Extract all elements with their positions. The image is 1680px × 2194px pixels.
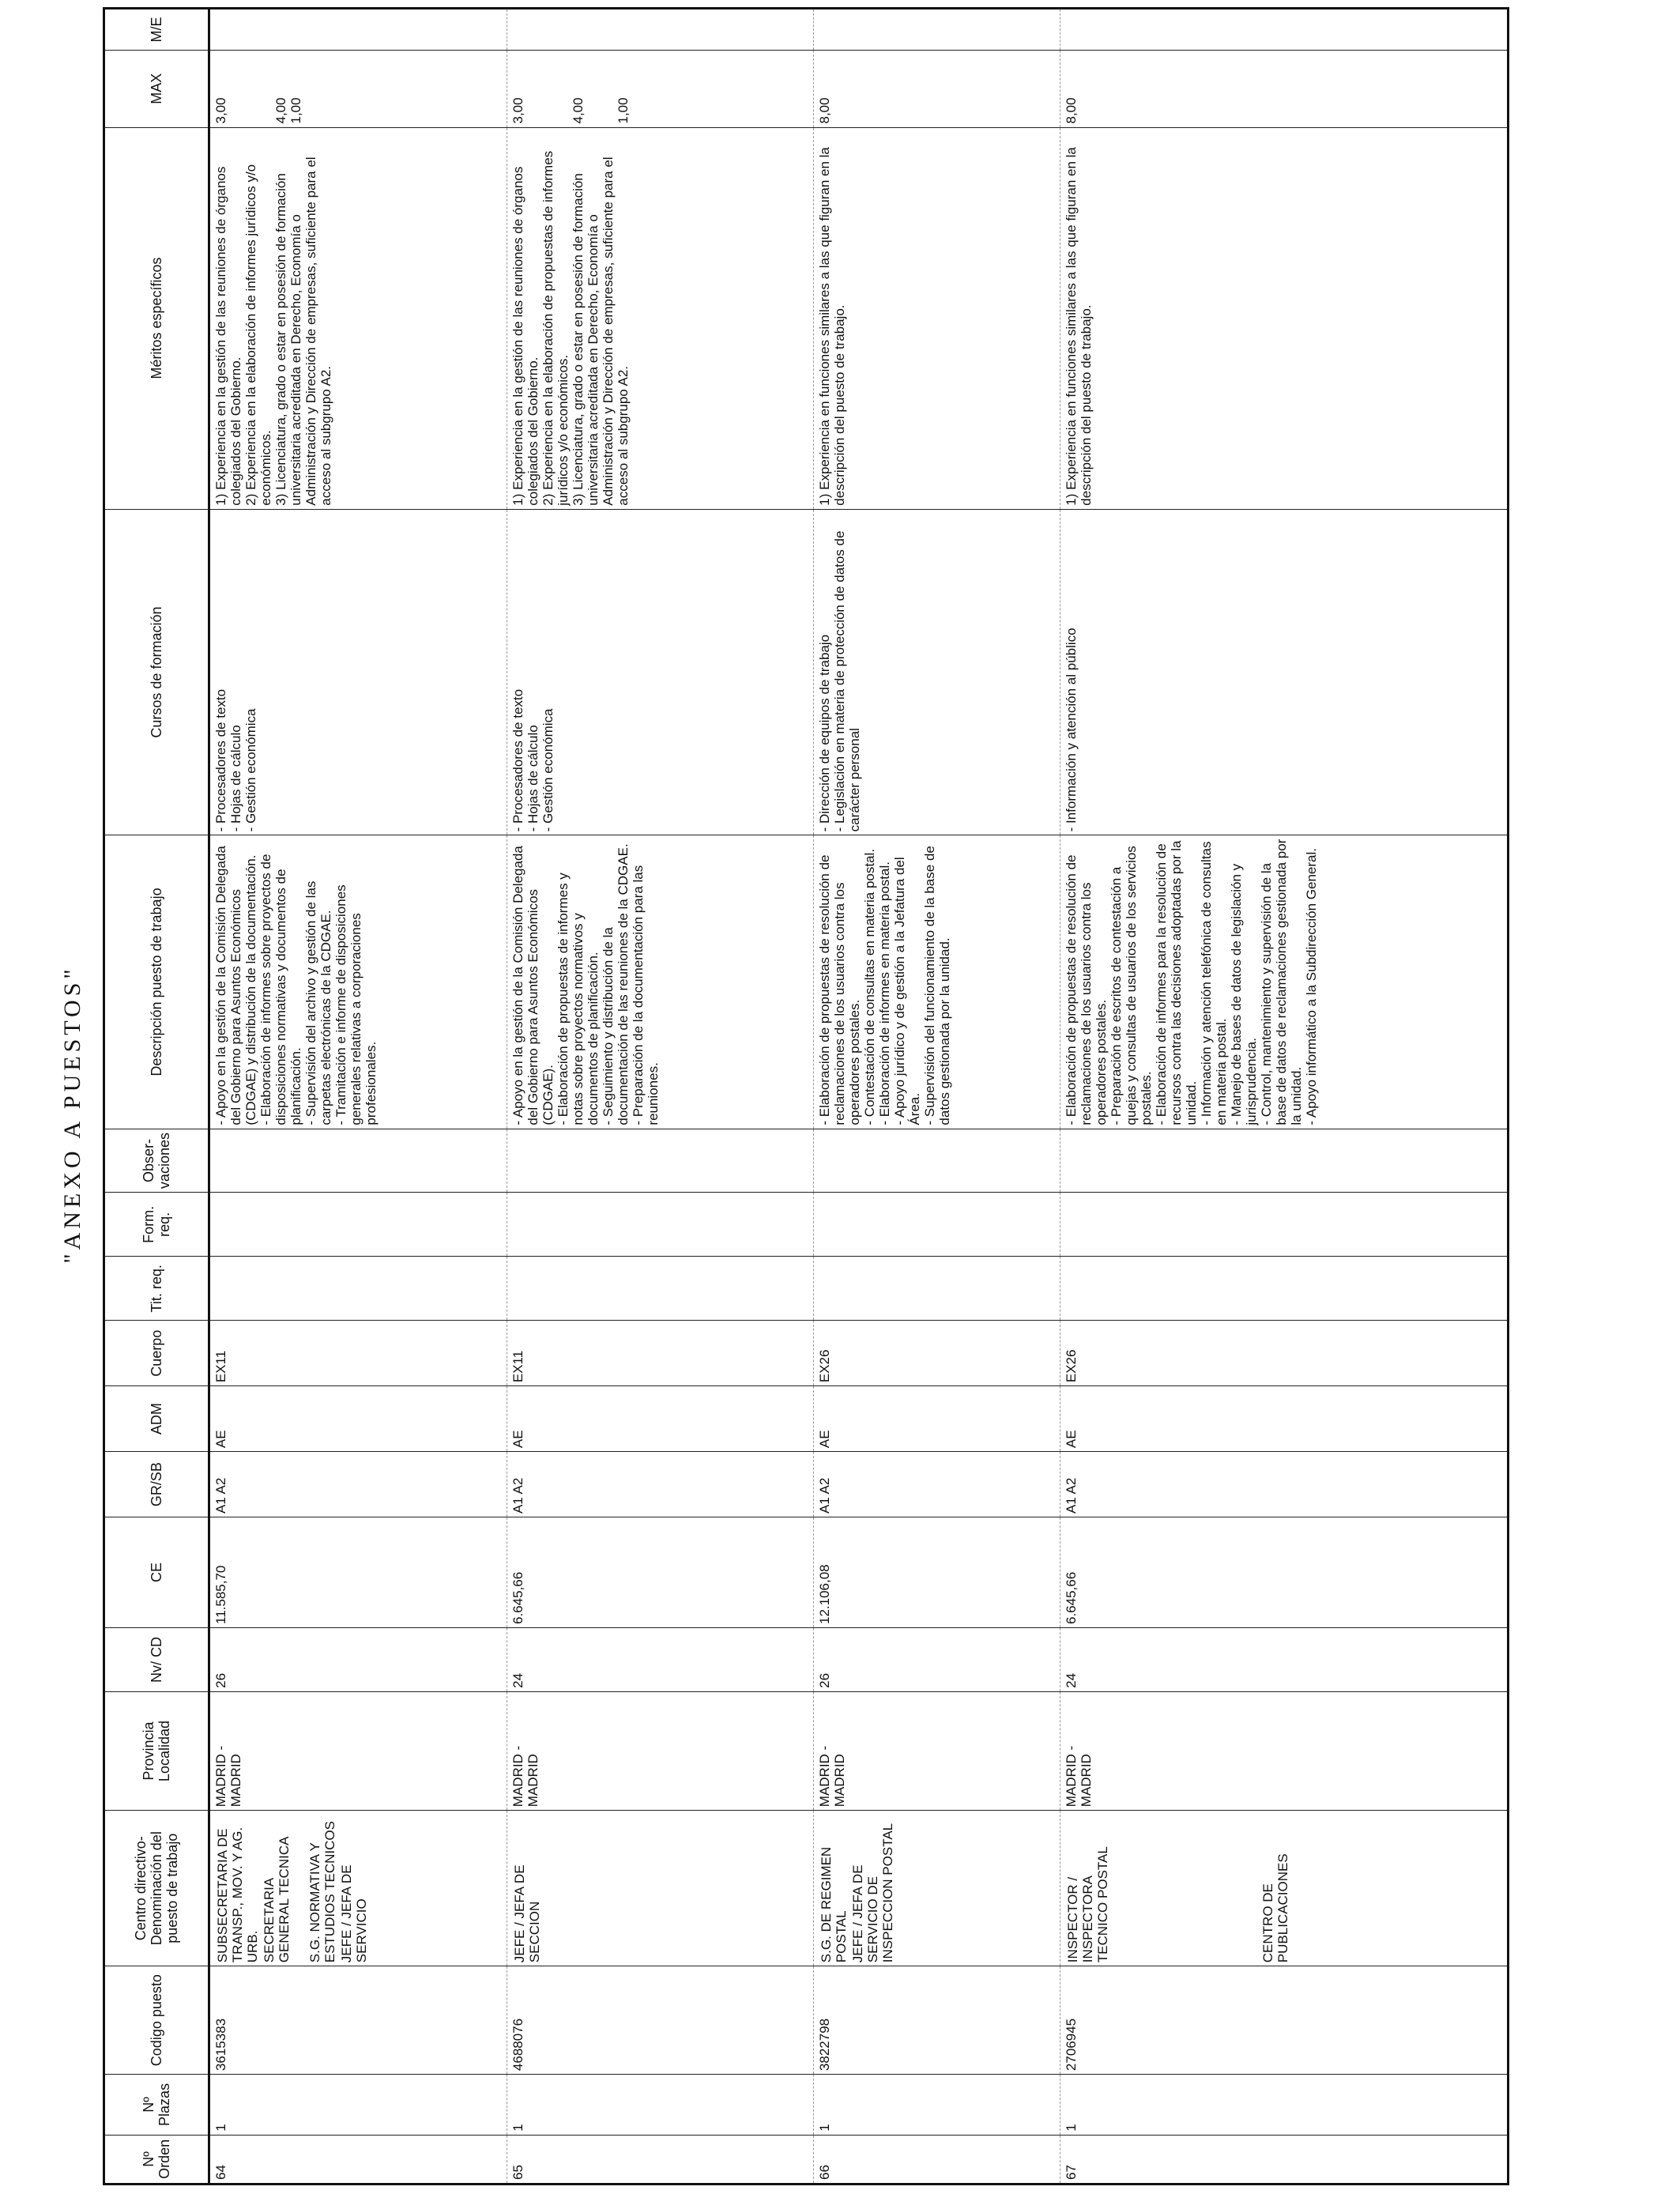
table-row (813, 9, 1060, 2185)
table-row (507, 9, 813, 2185)
cell-plazas: 1 (209, 2075, 507, 2136)
cell-codigo: 4688076 (507, 1966, 813, 2075)
cell-ce: 12.106,08 (813, 1517, 1060, 1628)
cell-plazas: 1 (507, 2075, 813, 2136)
header-provincia: Provincia Localidad (104, 1691, 209, 1810)
cell-observaciones (209, 1129, 507, 1193)
header-adm: ADM (104, 1386, 209, 1452)
cell-adm: AE (1060, 1386, 1508, 1452)
cell-cuerpo: EX11 (507, 1321, 813, 1386)
cell-grupo: A1 A2 (1060, 1452, 1508, 1517)
unit-line: SECRETARIA GENERAL TECNICA (262, 1836, 292, 1963)
table-row (209, 9, 507, 2185)
cell-max: 3,00 4,00 1,00 (209, 51, 507, 127)
cell-ce: 6.645,66 (507, 1517, 813, 1628)
cell-orden: 65 (507, 2135, 813, 2184)
header-cursos: Cursos de formación (104, 509, 209, 835)
positions-sheet (103, 7, 1509, 2185)
cell-ce: 11.585,70 (209, 1517, 507, 1628)
cell-provincia: MADRID - MADRID (813, 1691, 1060, 1810)
cell-me (209, 9, 507, 51)
header-orden: Nº Orden (104, 2135, 209, 2184)
cell-provincia: MADRID - MADRID (209, 1691, 507, 1810)
cell-titulacion (1060, 1257, 1508, 1321)
cell-me (507, 9, 813, 51)
cell-descripcion: - Elaboración de propuestas de resolución de reclamaciones de los usuarios contra los operadores postales. - Contestación de consultas en materia postal. - Elaboración de informes en materia postal. - Apoyo jurídico y de gestión a la Jefatura del Área. - Supervisión del funcionamiento de la base de datos gestionada por la unidad. (813, 835, 1060, 1129)
cell-grupo: A1 A2 (813, 1452, 1060, 1517)
cell-formacion (1060, 1193, 1508, 1257)
section-title: S.G. DE REGIMEN POSTAL (818, 1846, 849, 1963)
cell-orden: 67 (1060, 2135, 1508, 2184)
header-descripcion: Descripción puesto de trabajo (104, 835, 209, 1129)
cell-centro (813, 1811, 1060, 1966)
cell-titulacion (507, 1257, 813, 1321)
cell-observaciones (813, 1129, 1060, 1193)
position-name: INSPECTOR / INSPECTORA TECNICO POSTAL (1064, 1846, 1110, 1963)
cell-titulacion (813, 1257, 1060, 1321)
cell-max: 8,00 (1060, 51, 1508, 127)
cell-grupo: A1 A2 (209, 1452, 507, 1517)
cell-provincia: MADRID - MADRID (1060, 1691, 1508, 1810)
cell-nivel: 24 (1060, 1628, 1508, 1692)
header-plazas: Nº Plazas (104, 2075, 209, 2136)
header-grupo: GR/SB (104, 1452, 209, 1517)
cell-cuerpo: EX26 (1060, 1321, 1508, 1386)
cell-me (813, 9, 1060, 51)
header-titulacion: Tit. req. (104, 1257, 209, 1321)
cell-max: 8,00 (813, 51, 1060, 127)
header-me: M/E (104, 9, 209, 51)
cell-meritos: 1) Experiencia en la gestión de las reuniones de órganos colegiados del Gobierno. 2) Experiencia en la elaboración de propuestas de informes jurídicos y/o económicos. 3) Licenciatura, grado o estar en posesión de formación universitaria acreditada en Derecho, Economía o Administración y Dirección de empresas, suficiente para el acceso al subgrupo A2. (507, 127, 813, 509)
cell-descripcion: - Elaboración de propuestas de resolución de reclamaciones de los usuarios contra los operadores postales. - Preparación de escritos de contestación a quejas y consultas de usuarios de los servicios postales. - Elaboración de informes para la resolución de recursos contra las decisiones adoptadas por la unidad. - Información y atención telefónica de consultas en materia postal. - Manejo de bases de datos de legislación y jurisprudencia. - Control, mantenimiento y supervisión de la base de datos de reclamaciones gestionada por la unidad. - Apoyo informático a la Subdirección General. (1060, 835, 1508, 1129)
cell-cursos: - Dirección de equipos de trabajo - Legislación en materia de protección de datos de carácter personal (813, 509, 1060, 835)
cell-observaciones (1060, 1129, 1508, 1193)
cell-formacion (507, 1193, 813, 1257)
cell-meritos: 1) Experiencia en funciones similares a las que figuran en la descripción del puesto de trabajo. (813, 127, 1060, 509)
cell-centro (1060, 1811, 1508, 1966)
cell-descripcion: - Apoyo en la gestión de la Comisión Delegada del Gobierno para Asuntos Económicos (CDGAE). - Elaboración de propuestas de informes y notas sobre proyectos normativos y documentos de planificación. - Seguimiento y distribución de la documentación de las reuniones de la CDGAE. - Preparación de la documentación para las reuniones. (507, 835, 813, 1129)
cell-plazas: 1 (1060, 2075, 1508, 2136)
cell-adm: AE (209, 1386, 507, 1452)
position-name: JEFE / JEFA DE SERVICIO (339, 1864, 369, 1963)
cell-ce: 6.645,66 (1060, 1517, 1508, 1628)
header-nivel: Nv/ CD (104, 1628, 209, 1692)
positions-table (103, 7, 1509, 2185)
cell-nivel: 26 (813, 1628, 1060, 1692)
header-ce: CE (104, 1517, 209, 1628)
position-name: JEFE / JEFA DE SERVICIO DE INSPECCION POSTAL (849, 1823, 895, 1963)
cell-cursos: - Procesadores de texto - Hojas de cálculo - Gestión económica (209, 509, 507, 835)
cell-nivel: 24 (507, 1628, 813, 1692)
cell-formacion (813, 1193, 1060, 1257)
cell-formacion (209, 1193, 507, 1257)
cell-adm: AE (813, 1386, 1060, 1452)
header-codigo: Codigo puesto (104, 1966, 209, 2075)
header-formacion: Form. req. (104, 1193, 209, 1257)
position-name: JEFE / JEFA DE SECCION (511, 1864, 542, 1963)
unit-line: SUBSECRETARIA DE TRANSP., MOV. Y AG. URB. (215, 1826, 260, 1963)
header-centro: Centro directivo- Denominación del puesto de trabajo (104, 1811, 209, 1966)
document-title: "ANEXO A PUESTOS" (59, 965, 85, 1264)
cell-orden: 66 (813, 2135, 1060, 2184)
cell-me (1060, 9, 1508, 51)
cell-centro (209, 1811, 507, 1966)
cell-cuerpo: EX26 (813, 1321, 1060, 1386)
cell-codigo: 3822798 (813, 1966, 1060, 2075)
cell-cursos: - Información y atención al público (1060, 509, 1508, 835)
cell-descripcion: - Apoyo en la gestión de la Comisión Delegada del Gobierno para Asuntos Económicos (CDGAE) y distribución de la documentación. - Elaboración de informes sobre proyectos de disposiciones normativas y documentos de planificación. - Supervisión del archivo y gestión de las carpetas electrónicas de la CDGAE. - Tramitación e informe de disposiciones generales relativas a corporaciones profesionales. (209, 835, 507, 1129)
cell-provincia: MADRID - MADRID (507, 1691, 813, 1810)
cell-codigo: 3615383 (209, 1966, 507, 2075)
cell-nivel: 26 (209, 1628, 507, 1692)
cell-cuerpo: EX11 (209, 1321, 507, 1386)
cell-orden: 64 (209, 2135, 507, 2184)
cell-plazas: 1 (813, 2075, 1060, 2136)
header-max: MAX (104, 51, 209, 127)
table-row (1060, 9, 1508, 2185)
header-observaciones: Obser- vaciones (104, 1129, 209, 1193)
cell-grupo: A1 A2 (507, 1452, 813, 1517)
cell-observaciones (507, 1129, 813, 1193)
section-title: S.G. NORMATIVA Y ESTUDIOS TECNICOS (307, 1821, 337, 1963)
cell-cursos: - Procesadores de texto - Hojas de cálculo - Gestión económica (507, 509, 813, 835)
cell-codigo: 2706945 (1060, 1966, 1508, 2075)
header-cuerpo: Cuerpo (104, 1321, 209, 1386)
table-header-row (104, 9, 209, 2185)
section-title: CENTRO DE PUBLICACIONES (1260, 1853, 1290, 1963)
cell-adm: AE (507, 1386, 813, 1452)
cell-meritos: 1) Experiencia en funciones similares a las que figuran en la descripción del puesto de trabajo. (1060, 127, 1508, 509)
cell-max: 3,00 4,00 1,00 (507, 51, 813, 127)
header-meritos: Méritos específicos (104, 127, 209, 509)
cell-meritos: 1) Experiencia en la gestión de las reuniones de órganos colegiados del Gobierno. 2) Experiencia en la elaboración de informes jurídicos y/o económicos. 3) Licenciatura, grado o estar en posesión de formación universitaria acreditada en Derecho, Economía o Administración y Dirección de empresas, suficiente para el acceso al subgrupo A2. (209, 127, 507, 509)
cell-titulacion (209, 1257, 507, 1321)
cell-centro (507, 1811, 813, 1966)
